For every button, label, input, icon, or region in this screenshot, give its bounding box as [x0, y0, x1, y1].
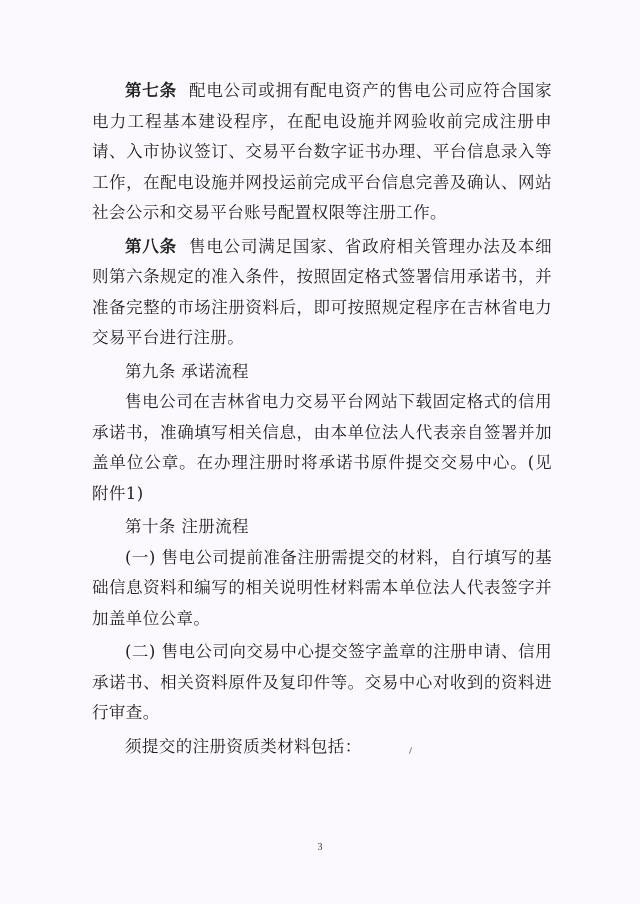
document-body	[92, 76, 552, 762]
article-7-heading: 第七条	[125, 81, 177, 100]
article-8-text: 售电公司满足国家、省政府相关管理办法及本细则第六条规定的准入条件，按照固定格式签署信用承诺书，并准备完整的市场注册资料后，即可按照规定程序在吉林省电力交易平台进行注册。	[92, 236, 553, 347]
article-10-heading: 第十条 注册流程	[125, 517, 249, 536]
article-10-item-1: (一) 售电公司提前准备注册需提交的材料，自行填写的基础信息资料和编写的相关说明性材料需本单位法人代表签字并加盖单位公章。	[92, 547, 552, 628]
article-9-text: 售电公司在吉林省电力交易平台网站下载固定格式的信用承诺书，准确填写相关信息，由本单位法人代表亲自签署并加盖单位公章。在办理注册时将承诺书原件提交交易中心。(见附件1)	[92, 392, 552, 503]
article-7-text: 配电公司或拥有配电资产的售电公司应符合国家电力工程基本建设程序，在配电设施并网验收前完成注册申请、入市协议签订、交易平台数字证书办理、平台信息录入等工作，在配电设施并网投运前完成平台信息完善及确认、网站社会公示和交易平台账号配置权限等注册工作。	[92, 81, 553, 222]
qualification-materials-intro: 须提交的注册资质类材料包括：	[125, 736, 362, 756]
article-9-heading: 第九条 承诺流程	[125, 361, 249, 381]
article-8-paragraph	[92, 232, 552, 354]
article-7-paragraph	[92, 76, 552, 229]
article-8-heading: 第八条	[125, 236, 177, 256]
article-10-item-2: (二) 售电公司向交易中心提交签字盖章的注册申请、信用承诺书、相关资料原件及复印件等。交易中心对收到的资料进行审查。	[92, 642, 552, 722]
page-number: 3	[317, 842, 323, 853]
